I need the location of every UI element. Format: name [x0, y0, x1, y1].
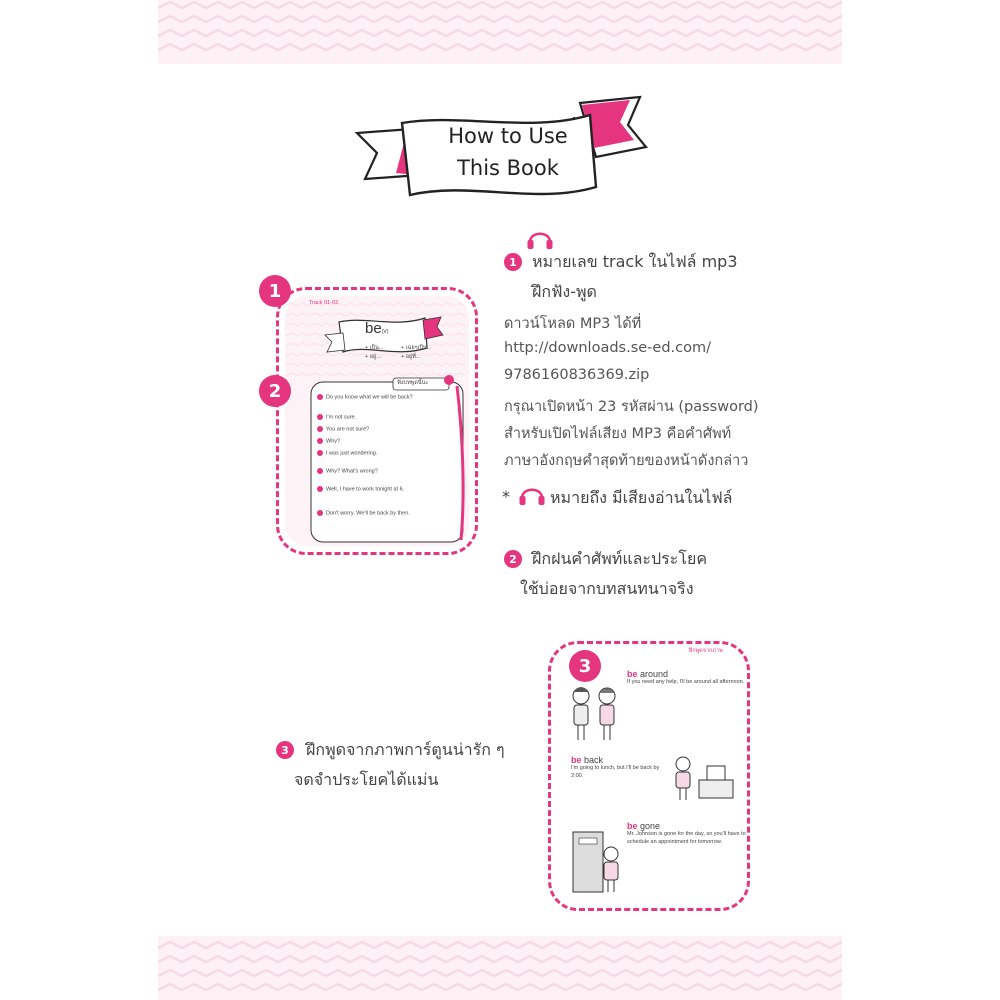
- step-3-badge: 3: [276, 741, 294, 759]
- zigzag-pattern-top: [158, 0, 842, 64]
- card-1-line-2-text: I'm not sure.: [326, 414, 357, 421]
- card-3-tag: ฝึกพูดจากภาพ: [689, 648, 723, 654]
- headphones-icon: [526, 226, 554, 250]
- step-2-title: ฝึกฝนคำศัพท์และประโยค: [532, 549, 708, 568]
- step-2-subtitle: ใช้บ่อยจากบทสนทนาจริง: [520, 579, 694, 598]
- password-instruction: กรุณาเปิดหน้า 23 รหัสผ่าน (password): [504, 399, 759, 415]
- card-3-entry-1-text: If you need any help, I'll be around all afternoon.: [627, 679, 745, 685]
- card-3-entry-3: [627, 822, 747, 846]
- page-title: [408, 120, 608, 184]
- sample-page-card-1: [268, 280, 478, 555]
- headphones-icon: [518, 482, 546, 506]
- card-1-line-6-text: Why? What's wrong?: [326, 468, 378, 475]
- card-1-meaning-1: + เป็น...: [365, 345, 384, 351]
- download-url-line-1[interactable]: http://downloads.se-ed.com/: [504, 340, 711, 356]
- card-1-meaning-4: + อยู่ที่...: [401, 354, 421, 360]
- card-1-line-3: [317, 426, 369, 433]
- bullet-dot: [317, 486, 323, 492]
- cartoon-door-icon: [571, 830, 623, 894]
- bullet-dot: [317, 394, 323, 400]
- cartoon-desk-icon: [669, 754, 735, 802]
- card-3-badge: 3: [569, 650, 601, 682]
- card-1-line-4-text: Why?: [326, 438, 341, 445]
- download-url-line-2[interactable]: 9786160836369.zip: [504, 367, 650, 383]
- bullet-dot: [317, 510, 323, 516]
- card-3-entry-3-rest: gone: [640, 821, 661, 831]
- card-3-entry-2-head: [571, 756, 667, 764]
- card-1-line-8: [317, 510, 410, 517]
- cartoon-two-people-icon: [567, 684, 623, 744]
- card-3-entry-2-text: I'm going to lunch, but I'll be back by 2:00.: [571, 765, 660, 779]
- card-1-headword-text: be: [365, 320, 382, 337]
- step-1-badge: 1: [504, 253, 522, 271]
- card-1-line-5-text: I was just wondering.: [326, 450, 378, 457]
- card-1-line-4: [317, 438, 340, 445]
- step-3-subtitle: จดจำประโยคได้แม่น: [294, 770, 439, 789]
- card-1-line-1-text: Do you know what we will be back?: [326, 394, 413, 401]
- card-3-entry-1: [627, 670, 747, 686]
- password-detail: สำหรับเปิดไฟล์เสียง MP3 คือคำศัพท์: [504, 426, 732, 442]
- page-title-line-2: This Book: [457, 156, 559, 180]
- step-2-badge: 2: [504, 550, 522, 568]
- card-1-headword: [365, 320, 388, 337]
- card-3-entry-2-word: be: [571, 755, 582, 765]
- note-text: หมายถึง มีเสียงอ่านในไฟล์: [550, 488, 733, 507]
- card-1-track-label: Track 01-02: [309, 300, 339, 306]
- card-3-entry-2: [571, 756, 667, 780]
- bullet-dot: [317, 450, 323, 456]
- card-1-meaning-2: + เฉยๆเป็น...: [401, 345, 432, 351]
- card-1-line-3-text: You are not sure?: [326, 426, 370, 433]
- sample-page-card-3: [548, 641, 750, 911]
- zigzag-pattern-bottom: [158, 936, 842, 1000]
- step-1-title: หมายเลข track ในไฟล์ mp3: [532, 252, 738, 271]
- bullet-dot: [317, 414, 323, 420]
- card-1-meaning-3: + อยู่...: [365, 354, 381, 360]
- card-1-line-7-text: Well, I have to work tonight at 6.: [326, 486, 405, 493]
- card-3-entry-3-word: be: [627, 821, 638, 831]
- card-3-entry-3-head: [627, 822, 747, 830]
- step-3-title: ฝึกพูดจากภาพการ์ตูนน่ารัก ๆ: [306, 740, 505, 759]
- card-3-entry-1-rest: around: [640, 669, 669, 679]
- bullet-dot: [317, 438, 323, 444]
- note-star: *: [502, 487, 510, 506]
- card-3-entry-3-text: Mr. Johnson is gone for the day, so you'll have to schedule an appointment for tomorrow.: [627, 831, 746, 845]
- bullet-dot: [317, 468, 323, 474]
- card-1-line-6: [317, 468, 378, 475]
- step-1-subtitle: ฝึกฟัง-พูด: [532, 282, 597, 301]
- card-1-badge-1: 1: [259, 275, 291, 307]
- card-3-entry-1-head: [627, 670, 747, 678]
- bullet-dot: [317, 426, 323, 432]
- card-3-entry-1-word: be: [627, 669, 638, 679]
- card-1-tag: ฟังบทพูดนี้นะ: [397, 380, 429, 386]
- card-1-line-7: [317, 486, 404, 493]
- card-1-headword-suffix: (V): [381, 329, 389, 335]
- card-1-line-1: [317, 394, 413, 401]
- card-1-line-2: [317, 414, 356, 421]
- card-3-entry-2-rest: back: [584, 755, 604, 765]
- card-1-line-5: [317, 450, 377, 457]
- password-detail-2: ภาษาอังกฤษคำสุดท้ายของหน้าดังกล่าว: [504, 453, 749, 469]
- card-1-line-8-text: Don't worry. We'll be back by then.: [326, 510, 410, 517]
- page-title-line-1: How to Use: [448, 124, 568, 148]
- download-label: ดาวน์โหลด MP3 ได้ที่: [504, 316, 642, 332]
- card-1-badge-2: 2: [259, 375, 291, 407]
